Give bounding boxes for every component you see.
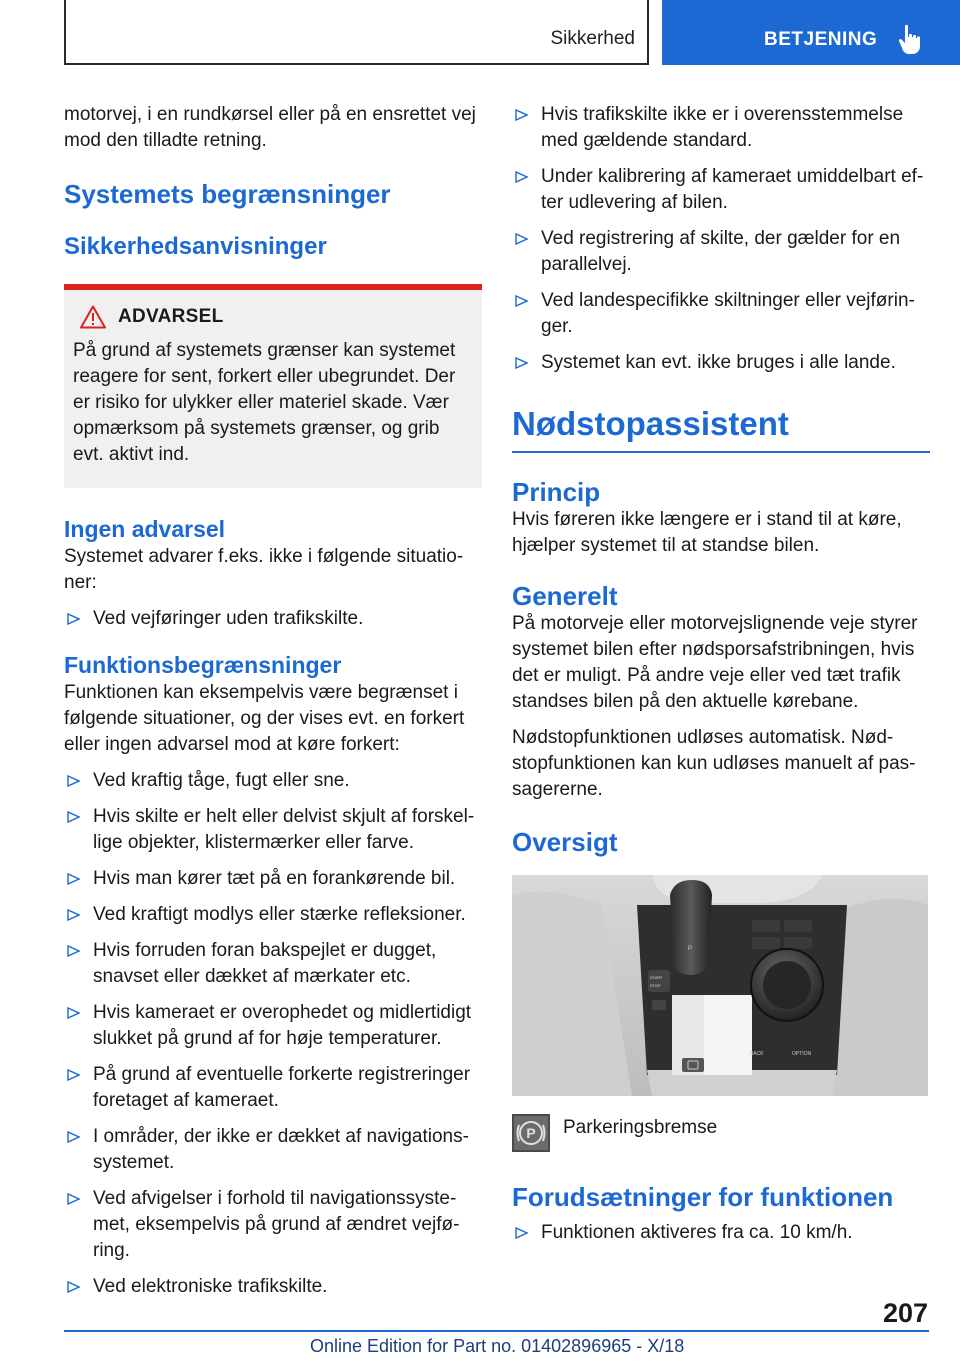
general-text-2: Nødstopfunktionen udløses automatisk. Nød-stopfunktionen kan kun udløses manuelt af pas-sagererne.: [512, 726, 916, 800]
page-number: 207: [882, 1298, 928, 1328]
photo-label-stop: STOP: [650, 982, 661, 988]
list-item: På grund af eventuelle forkerte registreringer foretaget af kameraet.: [64, 1062, 482, 1114]
triangle-right-icon: [66, 909, 80, 921]
heading-system-limits: Systemets begrænsninger: [64, 179, 391, 209]
warning-box: [64, 284, 482, 488]
triangle-right-icon: [66, 1007, 80, 1019]
warning-triangle-icon: [80, 305, 106, 329]
list-item: Funktionen aktiveres fra ca. 10 km/h.: [512, 1220, 930, 1246]
warning-header: [73, 304, 472, 330]
triangle-right-icon: [66, 613, 80, 625]
parking-brake-icon: [512, 1114, 550, 1152]
list-item: Hvis trafikskilte ikke er i overensstemmelse med gældende standard.: [512, 102, 930, 154]
pointing-hand-icon: [898, 24, 924, 56]
heading-prerequisites: Forudsætninger for funktionen: [512, 1181, 894, 1212]
left-column: [64, 102, 482, 1300]
list-item: Ved landespecifikke skiltninger eller vejførin-ger.: [512, 288, 930, 340]
triangle-right-icon: [66, 1131, 80, 1143]
function-limits-list: [64, 768, 482, 1300]
list-item: I områder, der ikke er dækket af navigations-systemet.: [64, 1124, 482, 1176]
list-item: Ved afvigelser i forhold til navigationssyste-met, eksempelvis på grund af ændret vejfø-ring.: [64, 1186, 482, 1264]
heading-function-limits: Funktionsbegrænsninger: [64, 652, 342, 678]
list-item: Hvis man kører tæt på en forankørende bil.: [64, 866, 482, 892]
list-item: Hvis kameraet er overophedet og midlertidigt slukket på grund af for høje temperaturer.: [64, 1000, 482, 1052]
triangle-right-icon: [514, 295, 528, 307]
photo-label-p: P: [688, 945, 693, 952]
list-item: Hvis skilte er helt eller delvist skjult af forskel-lige objekter, klistermærker eller farve.: [64, 804, 482, 856]
heading-no-warning: Ingen advarsel: [64, 516, 226, 542]
svg-text:P: P: [526, 1124, 536, 1141]
footer-rule: [64, 1330, 929, 1332]
heading-principle: Princip: [512, 476, 601, 507]
list-item: Ved registrering af skilte, der gælder for en parallelvej.: [512, 226, 930, 278]
triangle-right-icon: [66, 811, 80, 823]
header-section-title: Sikkerhed: [550, 28, 635, 49]
center-console-photo: [512, 875, 928, 1096]
list-item: Systemet kan evt. ikke bruges i alle lande.: [512, 350, 930, 376]
heading-general: Generelt: [512, 580, 618, 611]
header-chapter-title: BETJENING: [764, 29, 878, 50]
footer-edition: Online Edition for Part no. 01402896965 - X/18: [310, 1336, 685, 1356]
triangle-right-icon: [514, 233, 528, 245]
header-section-box: [64, 0, 649, 65]
function-limits-text: Funktionen kan eksempelvis være begrænset i følgende situationer, og der vises evt. en forkert eller ingen advarsel mod at køre forkert:: [64, 682, 465, 755]
heading-rule: [512, 451, 930, 453]
photo-label-back: BACK: [750, 1050, 764, 1057]
prerequisites-list: [512, 1220, 930, 1246]
list-item: Ved vejføringer uden trafikskilte.: [64, 606, 482, 632]
heading-overview: Oversigt: [512, 826, 618, 857]
general-text-1: På motorveje eller motorvejslignende veje styrer systemet bilen efter nødsporsafstribningen, hvis det er muligt. På andre veje eller ved tæt trafik standses bilen på den aktuelle kørebane.: [512, 612, 918, 712]
list-item: Ved kraftig tåge, fugt eller sne.: [64, 768, 482, 794]
triangle-right-icon: [66, 945, 80, 957]
warning-title: ADVARSEL: [118, 306, 224, 327]
photo-label-option: OPTION: [792, 1050, 812, 1057]
intro-paragraph: motorvej, i en rundkørsel eller på en ensrettet vej mod den tilladte retning.: [64, 104, 476, 151]
list-item: Under kalibrering af kameraet umiddelbart ef-ter udlevering af bilen.: [512, 164, 930, 216]
triangle-right-icon: [514, 109, 528, 121]
parking-brake-label: Parkeringsbremse: [563, 1116, 718, 1138]
no-warning-text: Systemet advarer f.eks. ikke i følgende situatio-ner:: [64, 546, 464, 593]
heading-emergency-stop-assistant: Nødstopassistent: [512, 405, 789, 442]
principle-text: Hvis føreren ikke længere er i stand til at køre, hjælper systemet til at standse bilen.: [512, 508, 902, 556]
triangle-right-icon: [66, 1281, 80, 1293]
triangle-right-icon: [514, 357, 528, 369]
triangle-right-icon: [66, 873, 80, 885]
no-warning-list: [64, 606, 482, 632]
triangle-right-icon: [514, 171, 528, 183]
triangle-right-icon: [514, 1227, 528, 1239]
list-item: Ved kraftigt modlys eller stærke refleksioner.: [64, 902, 482, 928]
heading-safety-notes: Sikkerhedsanvisninger: [64, 233, 327, 260]
parking-brake-legend: [512, 1114, 930, 1152]
list-item: Ved elektroniske trafikskilte.: [64, 1274, 482, 1300]
list-item: Hvis forruden foran bakspejlet er dugget, snavset eller dækket af mærkater etc.: [64, 938, 482, 990]
triangle-right-icon: [66, 1193, 80, 1205]
limitations-list-continued: [512, 102, 930, 376]
photo-label-start: START: [650, 974, 663, 980]
triangle-right-icon: [66, 1069, 80, 1081]
right-column: [512, 102, 930, 1246]
triangle-right-icon: [66, 775, 80, 787]
header-chapter-tab: [662, 0, 960, 65]
warning-text: På grund af systemets grænser kan systemet reagere for sent, forkert eller ubegrundet. Der er risiko for ulykker eller materiel skade. Vær opmærksom på systemets grænser, og grib evt. aktivt ind.: [73, 340, 456, 465]
